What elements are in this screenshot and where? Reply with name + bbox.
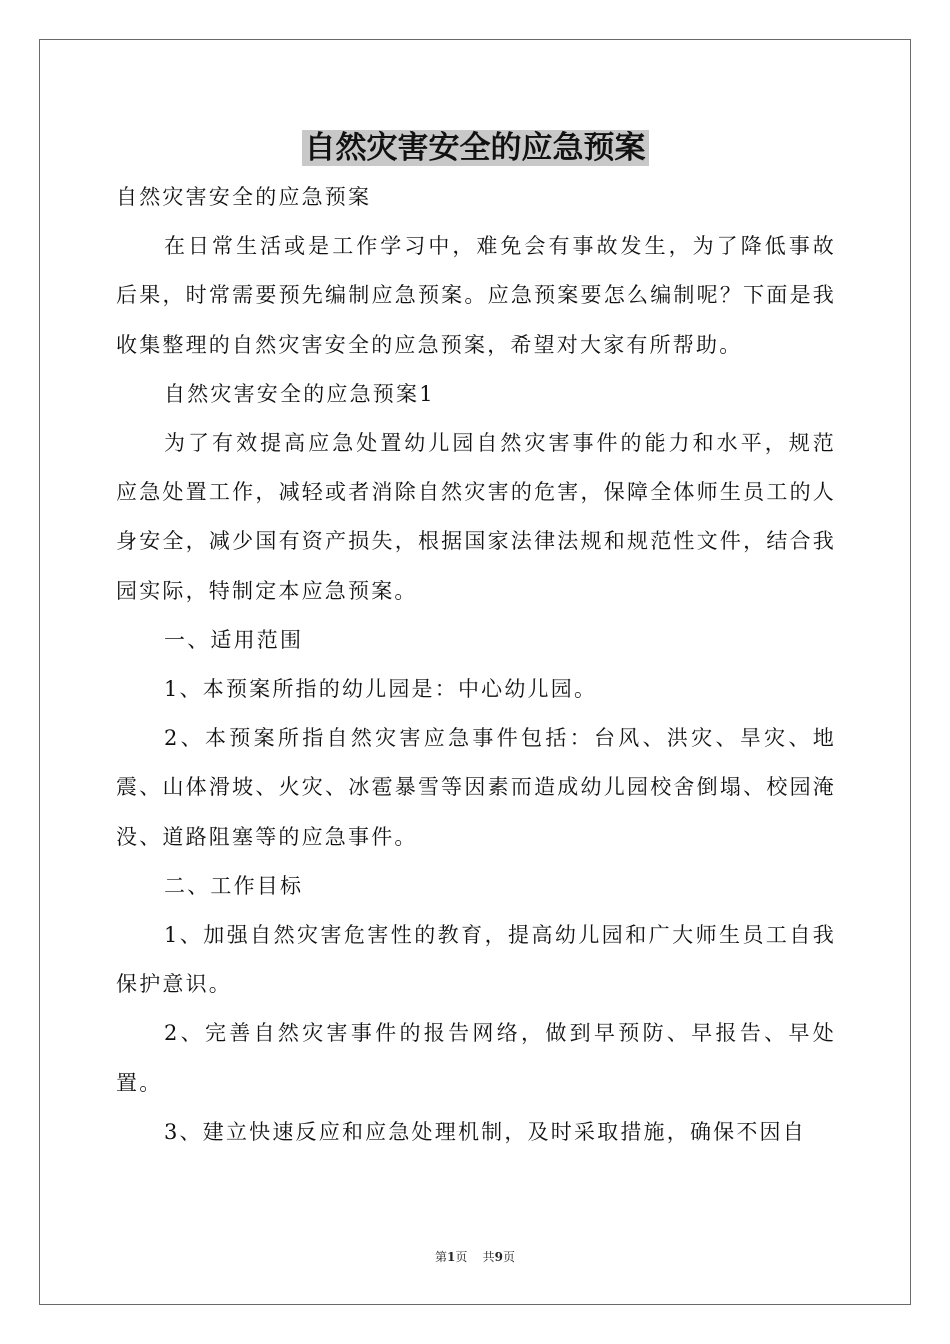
footer-total-suffix: 页 [503, 1250, 516, 1264]
paragraph-goal-2: 2、完善自然灾害事件的报告网络，做到早预防、早报告、早处置。 [116, 1021, 836, 1095]
paragraph-goal-1: 1、加强自然灾害危害性的教育，提高幼儿园和广大师生员工自我保护意识。 [116, 923, 836, 997]
document-title [0, 124, 950, 172]
page-footer [0, 1248, 950, 1265]
paragraph-intro: 在日常生活或是工作学习中，难免会有事故发生，为了降低事故后果，时常需要预先编制应急预案。应急预案要怎么编制呢？下面是我收集整理的自然灾害安全的应急预案，希望对大家有所帮助。 [116, 234, 836, 357]
document-title-text: 自然灾害安全的应急预案 [302, 130, 649, 166]
footer-total-number: 9 [494, 1250, 503, 1264]
paragraph-purpose: 为了有效提高应急处置幼儿园自然灾害事件的能力和水平，规范应急处置工作，减轻或者消除自然灾害的危害，保障全体师生员工的人身安全，减少国有资产损失，根据国家法律法规和规范性文件，结合我园实际，特制定本应急预案。 [116, 431, 836, 603]
footer-page-prefix: 第 [434, 1250, 447, 1264]
footer-page-number: 1 [446, 1250, 456, 1264]
paragraph-scope-1: 1、本预案所指的幼儿园是：中心幼儿园。 [164, 677, 598, 702]
paragraph-scope-2: 2、本预案所指自然灾害应急事件包括：台风、洪灾、旱灾、地震、山体滑坡、火灾、冰雹暴雪等因素而造成幼儿园校舍倒塌、校园淹没、道路阻塞等的应急事件。 [116, 726, 836, 849]
footer-total-prefix: 共 [482, 1250, 495, 1264]
paragraph-goal-3: 3、建立快速反应和应急处理机制，及时采取措施，确保不因自 [164, 1119, 806, 1144]
section-heading-scope: 一、适用范围 [164, 627, 304, 652]
section-heading-goals: 二、工作目标 [164, 873, 304, 898]
document-subtitle: 自然灾害安全的应急预案 [116, 185, 372, 209]
section-heading-plan-1: 自然灾害安全的应急预案1 [164, 381, 435, 406]
document-body [116, 173, 836, 1157]
footer-page-suffix: 页 [455, 1250, 468, 1264]
